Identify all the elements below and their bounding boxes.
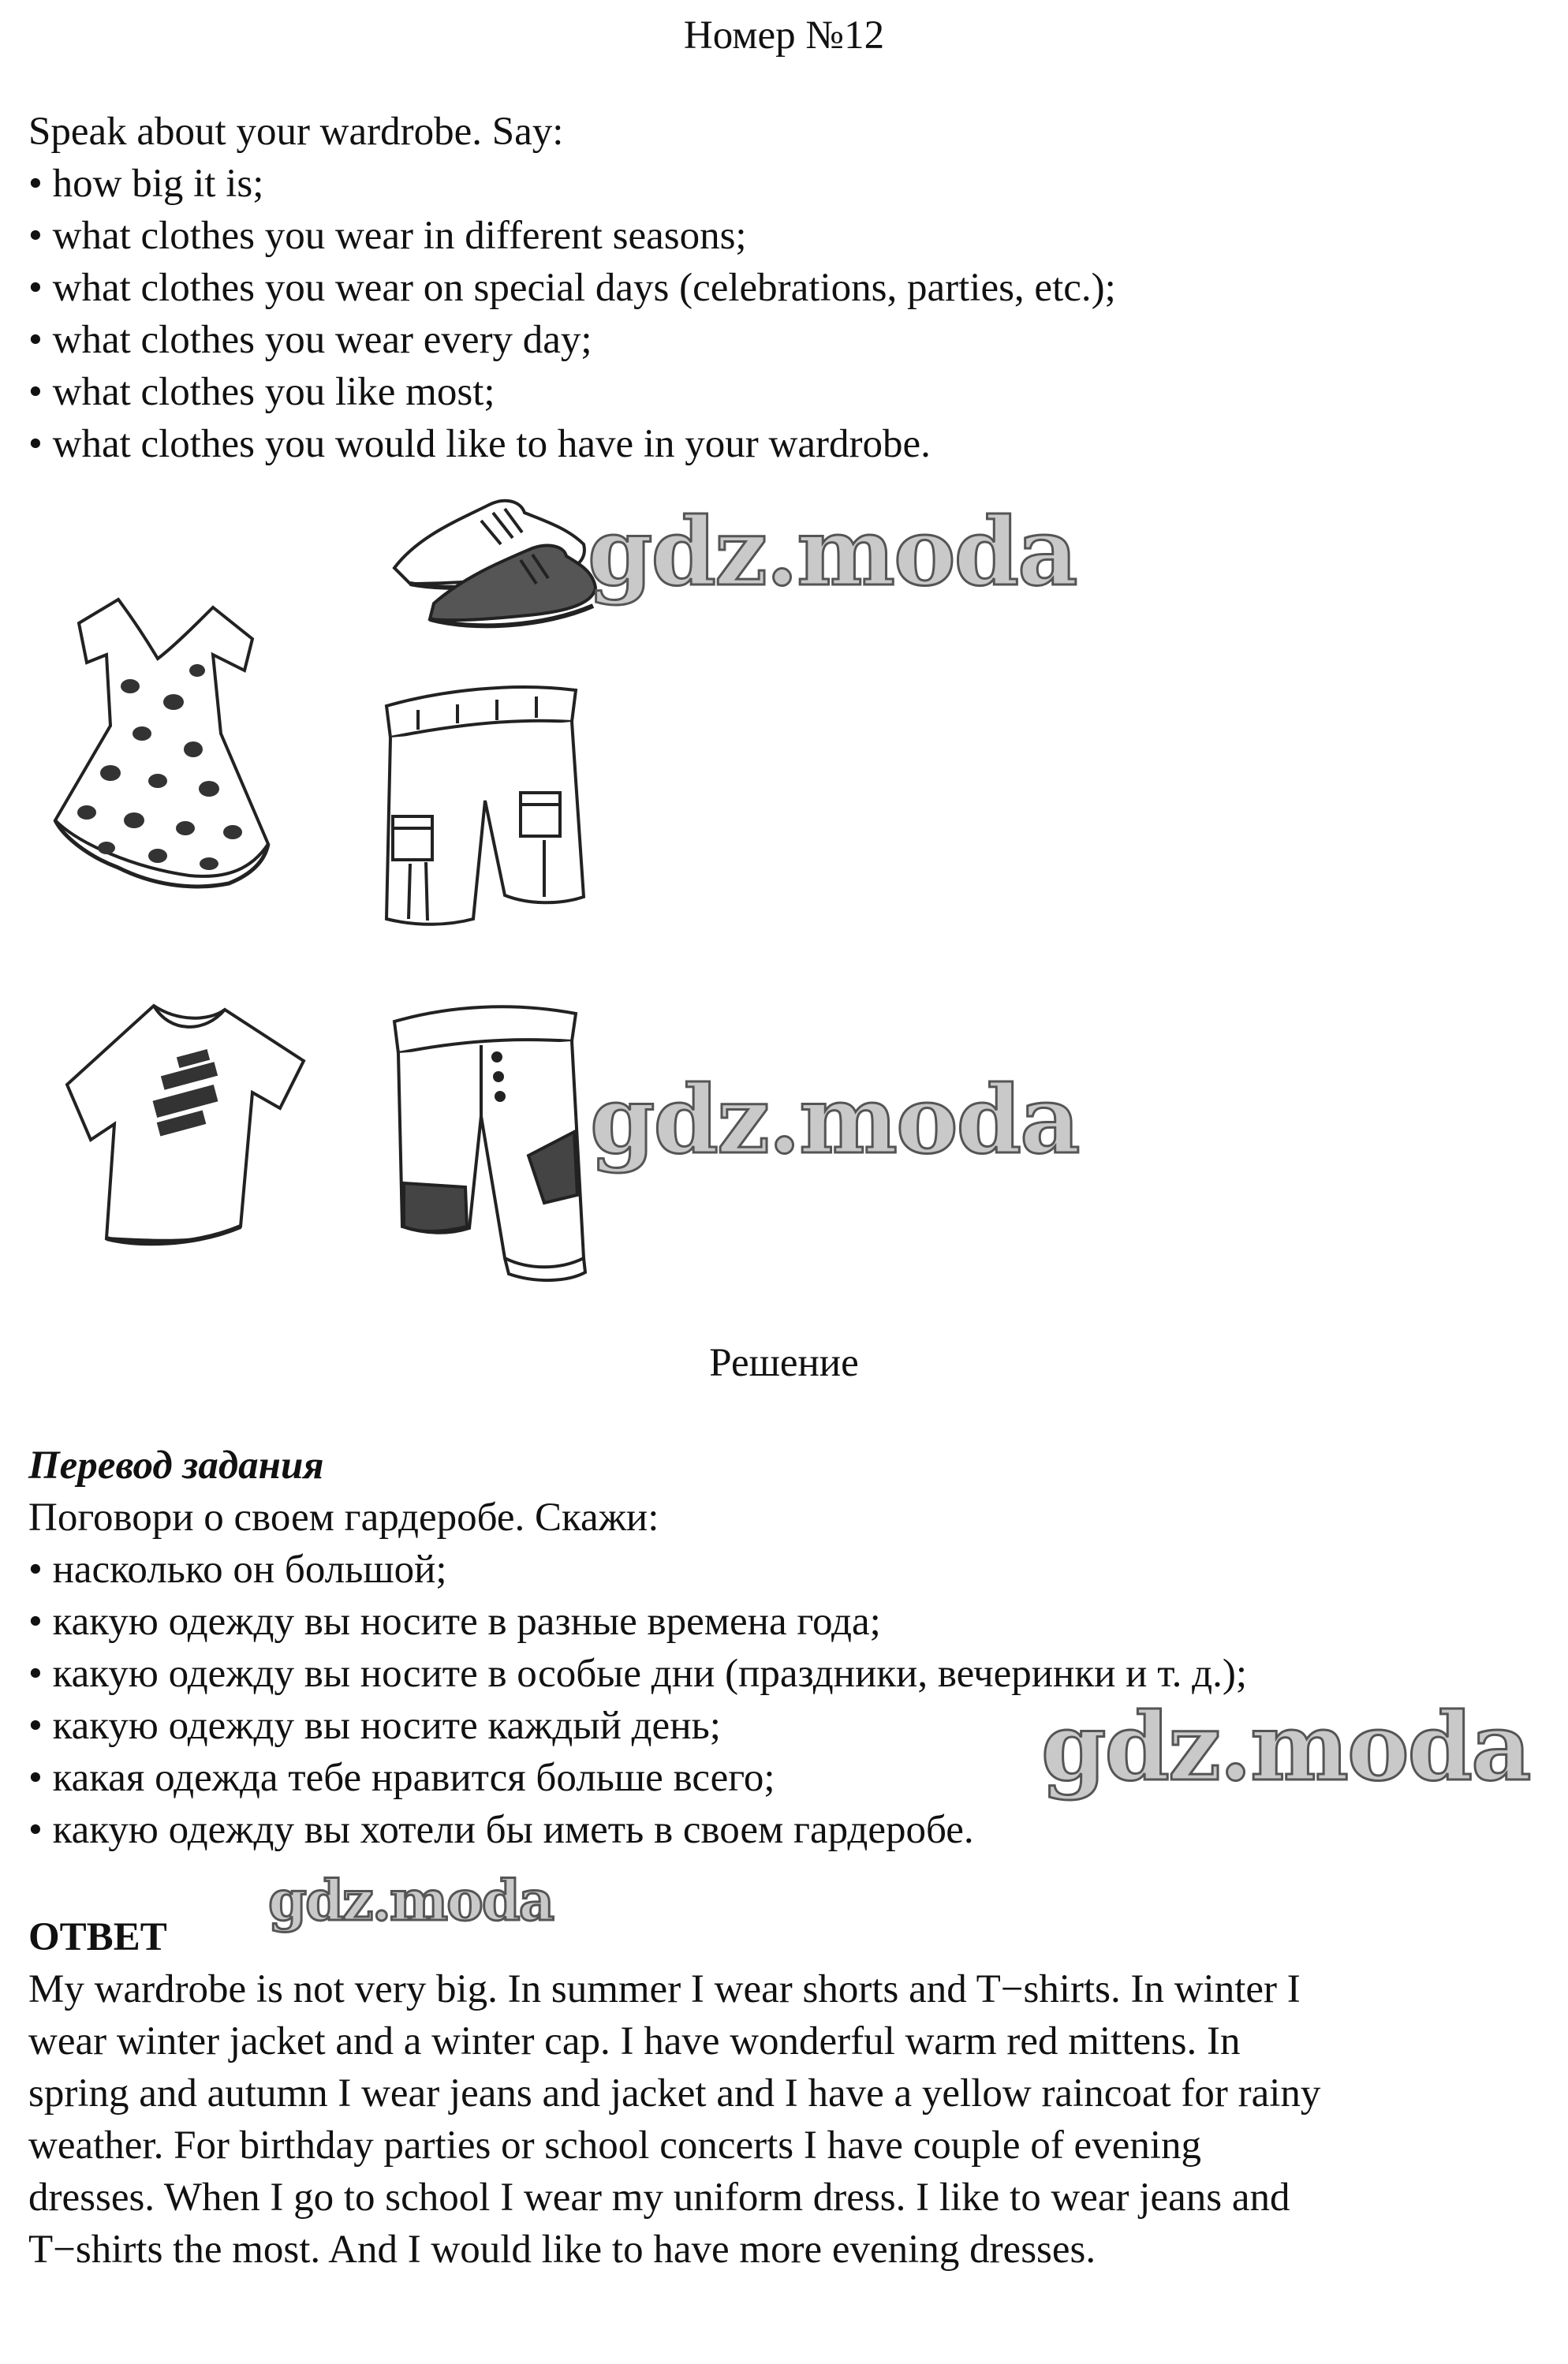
dress-icon [32,584,284,899]
translation-bullet: • какую одежду вы хотели бы иметь в своем гардеробе. [28,1804,974,1856]
watermark: gdz.moda [588,497,1077,607]
task-bullet: • what clothes you like most; [28,366,495,418]
translation-bullet: • какую одежду вы носите каждый день; [28,1700,721,1752]
task-bullet: • what clothes you wear in different seasons; [28,210,747,262]
tshirt-icon [59,990,327,1250]
answer-line: T−shirts the most. And I would like to have more evening dresses. [28,2228,1096,2272]
translation-bullet: • какую одежду вы носите в особые дни (праздники, вечеринки и т. д.); [28,1648,1247,1700]
task-bullet: • what clothes you wear every day; [28,314,592,366]
answer-heading: ОТВЕТ [28,1915,167,1959]
answer-line: spring and autumn I wear jeans and jacket and I have a yellow raincoat for rainy [28,2071,1321,2116]
solution-heading: Решение [709,1341,859,1385]
translation-bullet: • какую одежду вы носите в разные времена года; [28,1596,881,1648]
shorts-icon [371,674,607,943]
watermark: gdz.moda [590,1065,1079,1175]
watermark: gdz.moda [268,1868,554,1933]
answer-line: wear winter jacket and a winter cap. I have wonderful warm red mittens. In [28,2019,1241,2063]
answer-line: My wardrobe is not very big. In summer I wear shorts and T−shirts. In winter I [28,1967,1301,2011]
translation-bullet: • какая одежда тебе нравится больше всего; [28,1752,775,1804]
sneakers-icon [386,473,599,639]
page-title: Номер №12 [683,13,885,58]
translation-intro: Поговори о своем гардеробе. Скажи: [28,1496,659,1540]
task-bullet: • what clothes you would like to have in your wardrobe. [28,418,931,470]
trousers-icon [371,998,615,1298]
watermark: gdz.moda [1041,1692,1530,1802]
translation-bullet: • насколько он большой; [28,1544,447,1596]
task-intro: Speak about your wardrobe. Say: [28,110,564,154]
translation-heading: Перевод задания [28,1443,324,1488]
task-bullet: • what clothes you wear on special days (celebrations, parties, etc.); [28,262,1116,314]
answer-line: dresses. When I go to school I wear my uniform dress. I like to wear jeans and [28,2175,1290,2220]
answer-line: weather. For birthday parties or school concerts I have couple of evening [28,2123,1201,2168]
task-bullet: • how big it is; [28,158,263,210]
